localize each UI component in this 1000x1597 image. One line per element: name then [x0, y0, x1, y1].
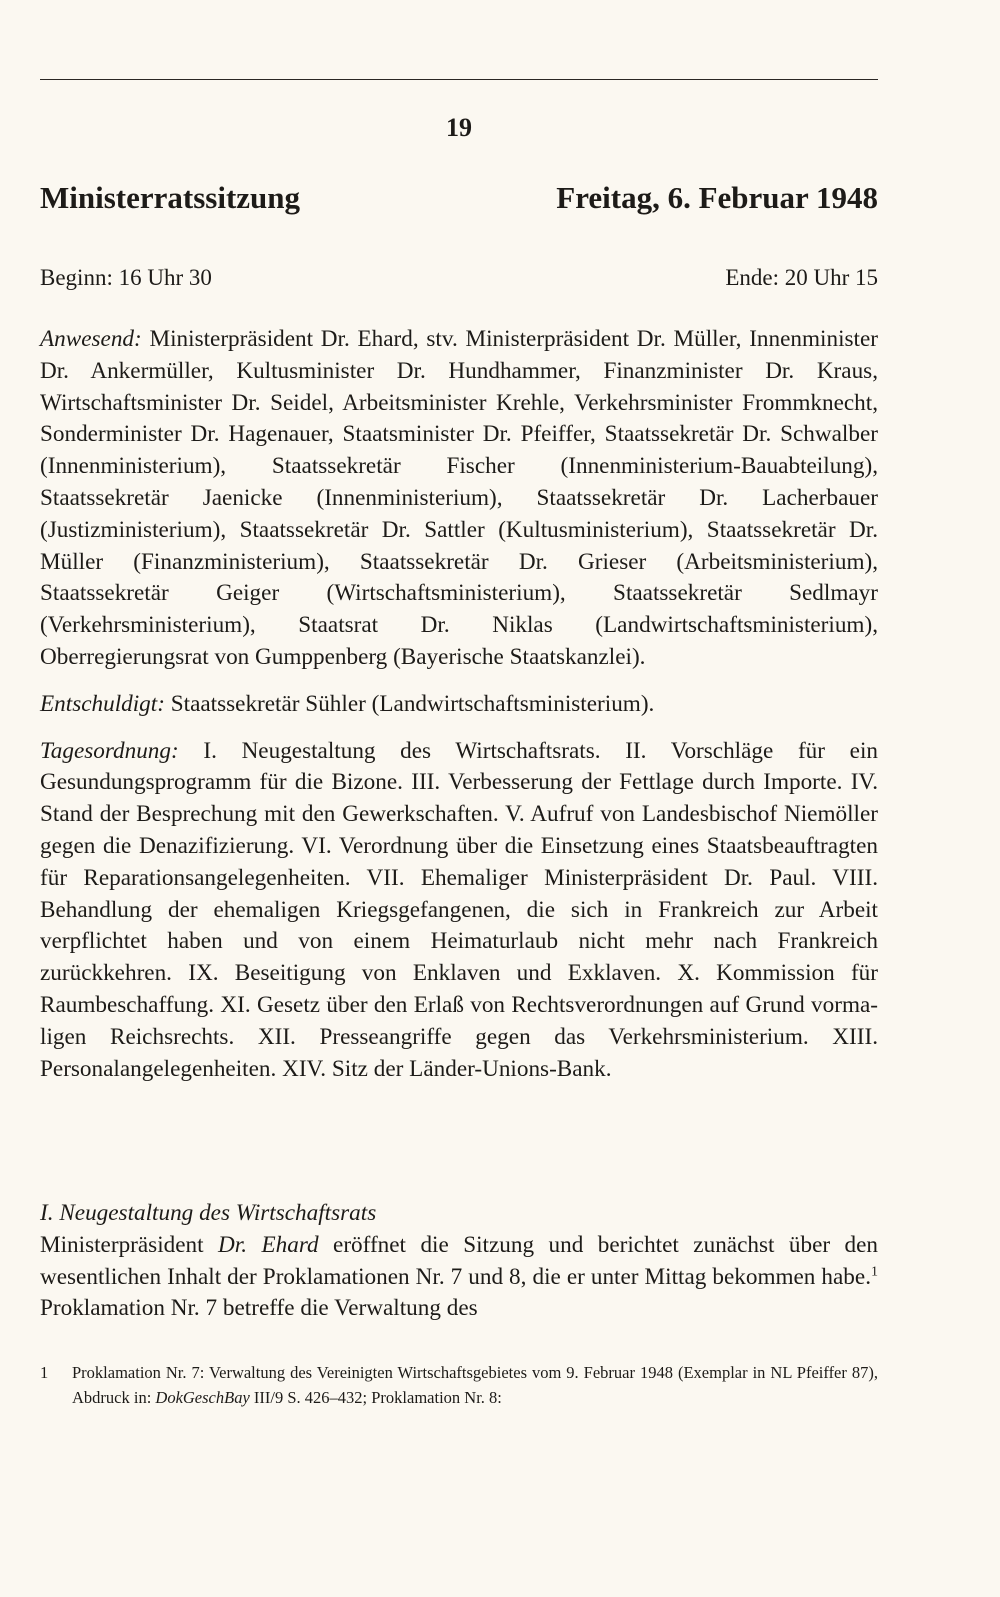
- agenda-paragraph: [40, 736, 878, 1086]
- excused-label: Entschuldigt:: [40, 690, 165, 717]
- attendance-label: Anwesend:: [40, 326, 142, 352]
- excused-paragraph: [40, 689, 878, 721]
- section-text-1: Ministerpräsident: [40, 1231, 219, 1258]
- section-one: [40, 1198, 878, 1325]
- attendance-paragraph: [40, 324, 878, 674]
- footnote-text: [72, 1360, 878, 1410]
- footnote-text-1: Proklamation Nr. 7: Verwaltung des Vereinigten Wirtschaftsgebietes vom 9. Februar 1948 (Exemplar in NL Pfeiffer 87), Abdruck in:: [72, 1363, 878, 1407]
- agenda-text: I. Neugestaltung des Wirtschaftsrats. II. Vorschläge für ein Gesundungsprogramm für die Bizone. III. Verbesserung der Fettlage durch Importe. IV. Stand der Besprechung mit den Gewerkschaften. V. Aufruf von Landesbischof Niemöller gegen die Denazifizierung. VI. Verordnung über die Einsetzung eines Staatsbeauftragten für Reparationsangelegenheiten. VII. Ehemaliger Ministerpräsident Dr. Paul. VIII. Behandlung der ehemaligen Kriegsgefangenen, die sich in Frankreich zur Arbeit verpflichtet haben und von einem Heimaturlaub nicht mehr nach Frankreich zurückkehren. IX. Beseitigung von Enklaven und Exklaven. X. Kommission für Raumbeschaffung. XI. Gesetz über den Erlaß von Rechtsverordnungen auf Grund vormaligen Reichsrechts. XII. Presseangriffe gegen das Verkehrsministerium. XIII. Personalangelegenheiten. XIV. Sitz der Länder-Unions-Bank.: [40, 737, 878, 1082]
- footnote-source: DokGeschBay: [155, 1388, 250, 1407]
- agenda-label: Tagesordnung:: [40, 737, 179, 764]
- document-date: Freitag, 6. Februar 1948: [556, 180, 878, 215]
- footnote-reference[interactable]: 1: [871, 1263, 878, 1279]
- footnote-text-2: III/9 S. 426–432; Proklamation Nr. 8:: [249, 1388, 502, 1407]
- document-title: Ministerratssitzung: [40, 180, 301, 215]
- section-text-3: Proklamation Nr. 7 betreffe die Verwaltung des: [40, 1295, 478, 1322]
- session-begin: Beginn: 16 Uhr 30: [40, 265, 212, 290]
- page-number: 19: [446, 113, 472, 142]
- section-text-2: eröffnet die Sitzung und berichtet zunächst über den wesentlichen Inhalt der Proklamationen Nr. 7 und 8, die er unter Mittag bekommen habe.: [40, 1231, 879, 1290]
- section-person: Dr. Ehard: [218, 1231, 319, 1258]
- document-header: [40, 180, 878, 216]
- header-rule: [40, 79, 878, 80]
- excused-text: Staatssekretär Sühler (Landwirtschaftsministerium).: [164, 690, 655, 717]
- section-paragraph: [40, 1230, 878, 1325]
- session-times: [40, 265, 878, 291]
- attendance-text: Ministerpräsident Dr. Ehard, stv. Ministerpräsident Dr. Müller, Innenminister Dr. Ankermüller, Kultusminister Dr. Hundhammer, Finanzminister Dr. Kraus, Wirtschaftsminister Dr. Seidel, Arbeitsminister Krehle, Verkehrsminister Frommknecht, Sonderminister Dr. Hagenauer, Staatsminister Dr. Pfeiffer, Staatssekretär Dr. Schwalber (Innenministerium), Staatssekretär Fischer (Innenministerium-Bauabteilung), Staatssekretär Jaenicke (Innenministerium), Staatssekretär Dr. Lacherbauer (Justizministerium), Staatssekretär Dr. Sattler (Kultusministerium), Staatssekretär Dr. Müller (Finanzministerium), Staatssekretär Dr. Grieser (Arbeitsministerium), Staatssekretär Geiger (Wirtschaftsministerium), Staatssekretär Sedlmayr (Verkehrsministerium), Staatsrat Dr. Niklas (Landwirtschaftsministerium), Oberregierungsrat von Gumppenberg (Bayerische Staatskanzlei).: [40, 326, 878, 670]
- minutes-body: [40, 324, 878, 1100]
- footnote-mark: 1: [40, 1363, 49, 1382]
- section-heading: I. Neugestaltung des Wirtschaftsrats: [40, 1200, 377, 1226]
- session-end: Ende: 20 Uhr 15: [725, 265, 878, 290]
- footnote: [40, 1360, 878, 1410]
